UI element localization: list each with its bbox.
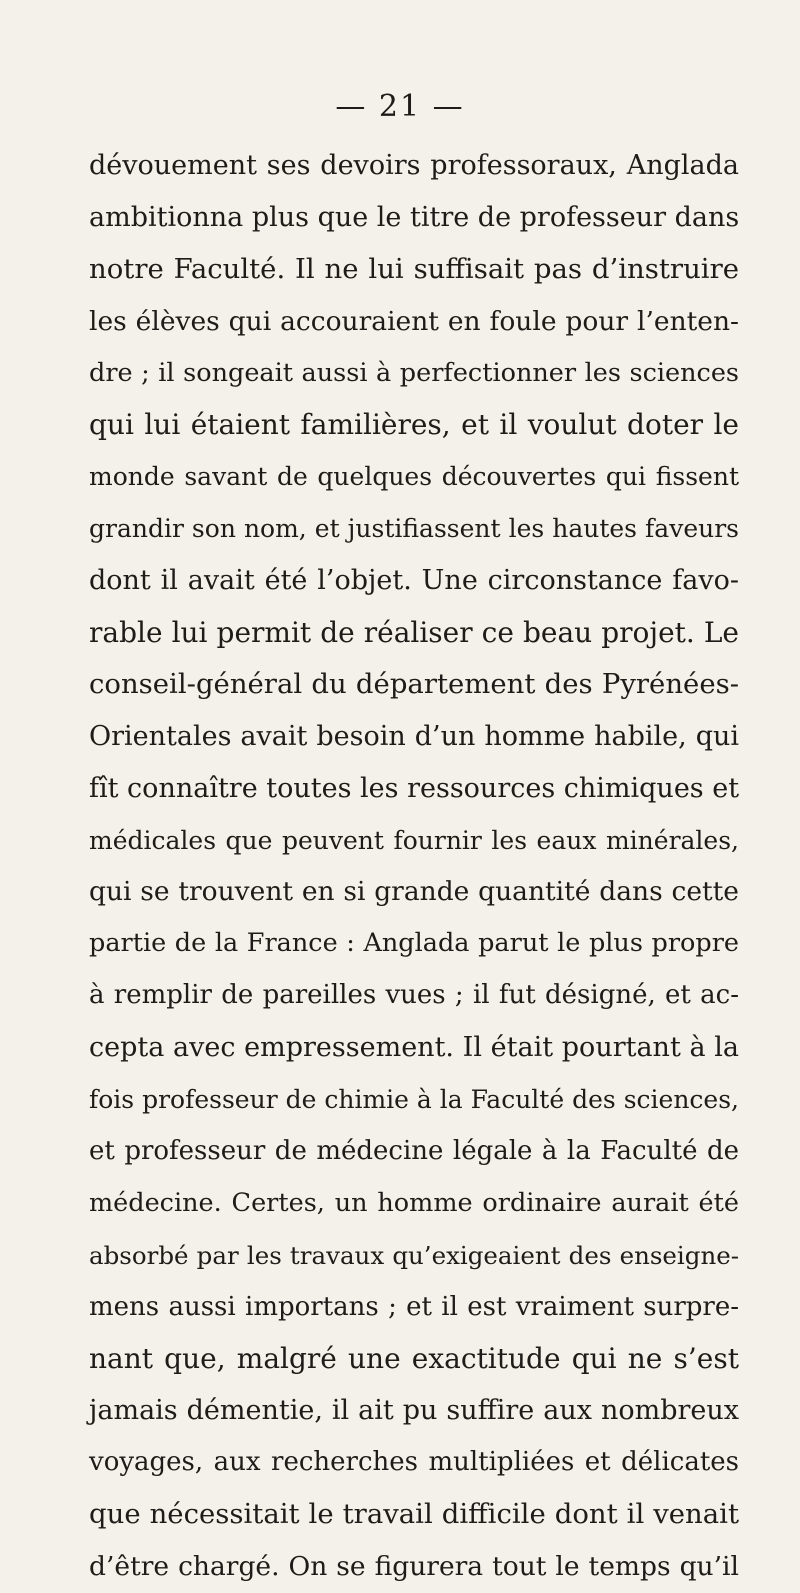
text-line: fois professeur de chimie à la Faculté des sciences, bbox=[89, 1085, 739, 1115]
text-line: monde savant de quelques découvertes qui fissent bbox=[89, 462, 739, 492]
text-line: médicales que peuvent fournir les eaux minérales, bbox=[89, 825, 739, 855]
text-line: mens aussi importans ; et il est vraiment surpre- bbox=[89, 1291, 739, 1322]
text-line: dre ; il songeait aussi à perfectionner les sciences bbox=[89, 357, 739, 388]
body-text bbox=[89, 140, 739, 1593]
page-number-header: — 21 — bbox=[335, 89, 465, 124]
text-line: les élèves qui accouraient en foule pour l’enten- bbox=[89, 305, 739, 337]
text-line: grandir son nom, et justifiassent les hautes faveurs bbox=[89, 514, 739, 544]
text-line: dévouement ses devoirs professoraux, Anglada bbox=[89, 150, 739, 181]
text-line: qui lui étaient familières, et il voulut doter le bbox=[89, 408, 739, 442]
text-line: rable lui permit de réaliser ce beau projet. Le bbox=[89, 616, 739, 650]
text-line: conseil-général du département des Pyrénées- bbox=[89, 667, 739, 700]
text-line: que nécessitait le travail difficile dont il venait bbox=[89, 1498, 739, 1531]
text-line: et professeur de médecine légale à la Faculté de bbox=[89, 1135, 739, 1166]
text-line: notre Faculté. Il ne lui suffisait pas d’instruire bbox=[89, 252, 739, 285]
text-line: dont il avait été l’objet. Une circonstance favo- bbox=[89, 565, 739, 597]
text-line: jamais démentie, il ait pu suffire aux nombreux bbox=[89, 1395, 739, 1427]
text-line: à remplir de pareilles vues ; il fut désigné, et ac- bbox=[89, 980, 739, 1011]
text-line: Orientales avait besoin d’un homme habile, qui bbox=[89, 720, 739, 752]
text-line: ambitionna plus que le titre de professeur dans bbox=[89, 201, 740, 233]
text-line: médecine. Certes, un homme ordinaire aurait été bbox=[89, 1187, 739, 1218]
text-line: cepta avec empressement. Il était pourtant à la bbox=[89, 1032, 739, 1064]
text-line: d’être chargé. On se figurera tout le temps qu’il bbox=[89, 1551, 739, 1583]
text-line: voyages, aux recherches multipliées et délicates bbox=[89, 1447, 739, 1478]
text-line: fît connaître toutes les ressources chimiques et bbox=[89, 772, 740, 804]
text-line: nant que, malgré une exactitude qui ne s’est bbox=[89, 1342, 739, 1376]
text-line: qui se trouvent en si grande quantité dans cette bbox=[89, 876, 739, 908]
text-line: partie de la France : Anglada parut le plus propre bbox=[89, 928, 739, 959]
text-line: absorbé par les travaux qu’exigeaient des enseigne- bbox=[89, 1240, 739, 1270]
